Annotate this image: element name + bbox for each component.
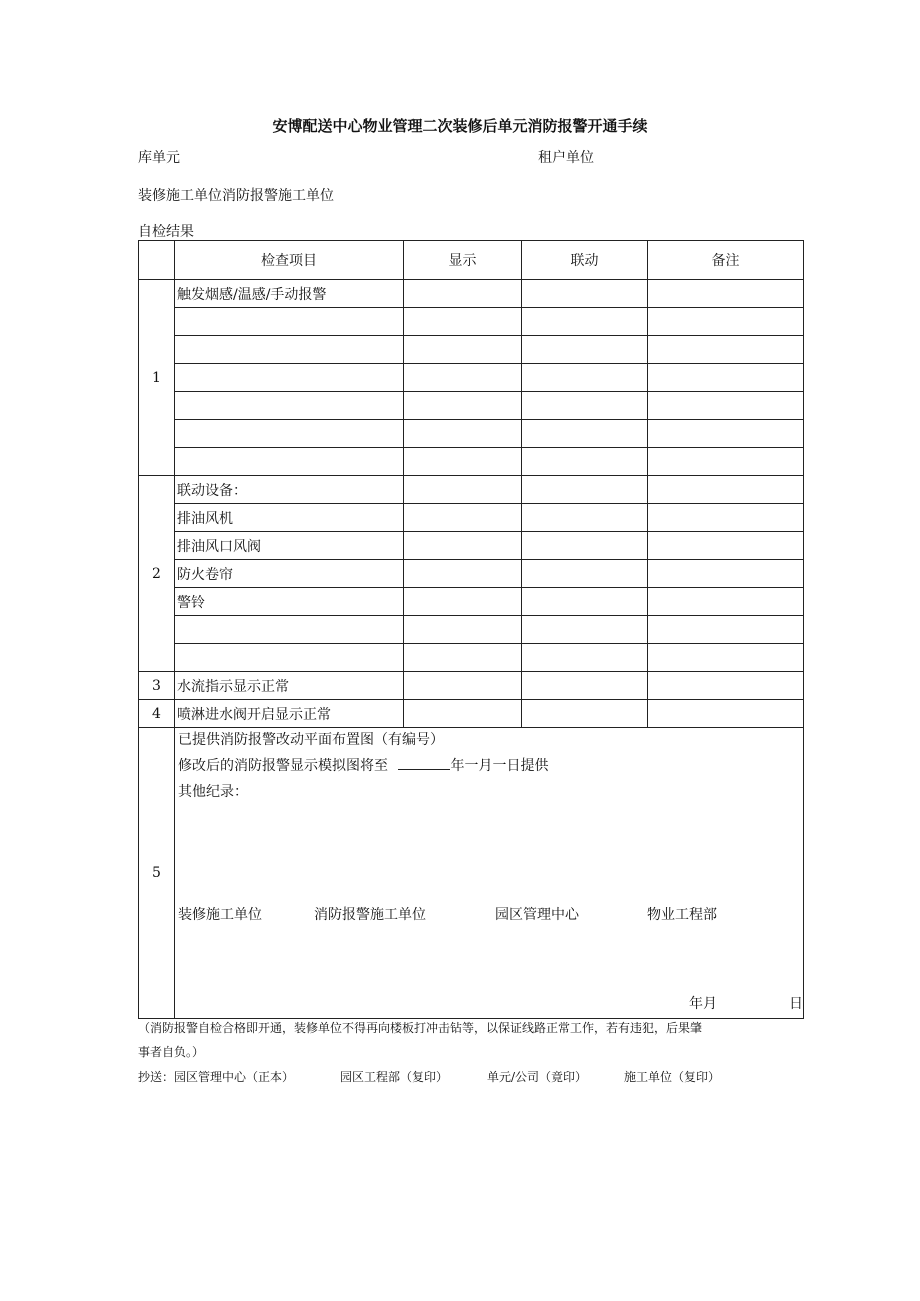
date-blank[interactable] bbox=[398, 757, 450, 770]
contractors-label: 装修施工单位消防报警施工单位 bbox=[138, 188, 334, 204]
linkage-cell[interactable] bbox=[522, 700, 648, 728]
linkage-cell[interactable] bbox=[522, 392, 648, 420]
display-cell[interactable] bbox=[404, 588, 522, 616]
remark-cell[interactable] bbox=[648, 336, 804, 364]
remark-cell[interactable] bbox=[648, 476, 804, 504]
section-number: 2 bbox=[139, 476, 175, 672]
table-row bbox=[139, 560, 804, 588]
column-header: 检查项目 bbox=[175, 241, 404, 280]
check-item: 喷淋进水阀开启显示正常 bbox=[175, 700, 404, 728]
display-cell[interactable] bbox=[404, 420, 522, 448]
disclaimer-line-2: 事者自负。） bbox=[138, 1045, 205, 1059]
remark-cell[interactable] bbox=[648, 392, 804, 420]
display-cell[interactable] bbox=[404, 364, 522, 392]
check-item: 水流指示显示正常 bbox=[175, 672, 404, 700]
section-number: 3 bbox=[139, 672, 175, 700]
remark-cell[interactable] bbox=[648, 364, 804, 392]
cc-item: 单元/公司（竟印） bbox=[487, 1070, 588, 1084]
inspection-table bbox=[138, 240, 804, 1019]
linkage-cell[interactable] bbox=[522, 448, 648, 476]
simulation-note bbox=[178, 755, 548, 775]
display-cell[interactable] bbox=[404, 616, 522, 644]
cc-item: 施工单位（复印） bbox=[624, 1070, 721, 1084]
linkage-cell[interactable] bbox=[522, 560, 648, 588]
check-item: 排油风机 bbox=[175, 504, 404, 532]
simulation-note-suffix: 年一月一日提供 bbox=[450, 758, 549, 774]
table-row bbox=[139, 308, 804, 336]
check-item[interactable] bbox=[175, 448, 404, 476]
check-item: 防火卷帘 bbox=[175, 560, 404, 588]
linkage-cell[interactable] bbox=[522, 672, 648, 700]
column-header: 备注 bbox=[648, 241, 804, 280]
display-cell[interactable] bbox=[404, 280, 522, 308]
remark-cell[interactable] bbox=[648, 616, 804, 644]
table-header-row bbox=[139, 241, 804, 280]
display-cell[interactable] bbox=[404, 504, 522, 532]
section-number: 1 bbox=[139, 280, 175, 476]
table-row bbox=[139, 728, 804, 1019]
display-cell[interactable] bbox=[404, 700, 522, 728]
header-num-cell bbox=[139, 241, 175, 280]
check-item[interactable] bbox=[175, 308, 404, 336]
table-row bbox=[139, 700, 804, 728]
check-item[interactable] bbox=[175, 336, 404, 364]
simulation-note-prefix: 修改后的消防报警显示模拟图将至 bbox=[178, 758, 388, 774]
section-number: 5 bbox=[139, 728, 175, 1019]
check-item: 联动设备： bbox=[175, 476, 404, 504]
table-row bbox=[139, 392, 804, 420]
check-item: 排油风口风阀 bbox=[175, 532, 404, 560]
table-row bbox=[139, 448, 804, 476]
check-item[interactable] bbox=[175, 616, 404, 644]
linkage-cell[interactable] bbox=[522, 644, 648, 672]
table-row bbox=[139, 616, 804, 644]
other-records-label: 其他纪录： bbox=[178, 784, 248, 800]
check-item: 警铃 bbox=[175, 588, 404, 616]
section5-block bbox=[175, 728, 804, 1019]
linkage-cell[interactable] bbox=[522, 588, 648, 616]
linkage-cell[interactable] bbox=[522, 616, 648, 644]
linkage-cell[interactable] bbox=[522, 420, 648, 448]
signature-fire-alarm-contractor: 消防报警施工单位 bbox=[314, 907, 426, 923]
table-row bbox=[139, 420, 804, 448]
table-row bbox=[139, 336, 804, 364]
display-cell[interactable] bbox=[404, 448, 522, 476]
signature-engineering-dept: 物业工程部 bbox=[647, 907, 717, 923]
linkage-cell[interactable] bbox=[522, 504, 648, 532]
display-cell[interactable] bbox=[404, 672, 522, 700]
remark-cell[interactable] bbox=[648, 644, 804, 672]
linkage-cell[interactable] bbox=[522, 336, 648, 364]
table-row bbox=[139, 364, 804, 392]
display-cell[interactable] bbox=[404, 644, 522, 672]
check-item[interactable] bbox=[175, 420, 404, 448]
remark-cell[interactable] bbox=[648, 448, 804, 476]
date-day: 日 bbox=[789, 996, 803, 1012]
check-item[interactable] bbox=[175, 364, 404, 392]
signature-decoration-contractor: 装修施工单位 bbox=[178, 907, 262, 923]
section-number: 4 bbox=[139, 700, 175, 728]
signature-park-management: 园区管理中心 bbox=[495, 907, 579, 923]
disclaimer-line-1: （消防报警自检合格即开通，装修单位不得再向楼板打冲击钻等，以保证线路正常工作，若有违犯，后果肇 bbox=[138, 1021, 703, 1035]
remark-cell[interactable] bbox=[648, 308, 804, 336]
linkage-cell[interactable] bbox=[522, 364, 648, 392]
linkage-cell[interactable] bbox=[522, 476, 648, 504]
remark-cell[interactable] bbox=[648, 532, 804, 560]
tenant-label: 租户单位 bbox=[538, 150, 594, 166]
self-check-label: 自检结果 bbox=[138, 224, 194, 240]
remark-cell[interactable] bbox=[648, 560, 804, 588]
linkage-cell[interactable] bbox=[522, 532, 648, 560]
date-year-month: 年月 bbox=[689, 996, 717, 1012]
display-cell[interactable] bbox=[404, 308, 522, 336]
table-row bbox=[139, 644, 804, 672]
cc-label: 抄送：园区管理中心（正本） bbox=[138, 1070, 295, 1084]
remark-cell[interactable] bbox=[648, 280, 804, 308]
display-cell[interactable] bbox=[404, 336, 522, 364]
display-cell[interactable] bbox=[404, 532, 522, 560]
table-row bbox=[139, 476, 804, 504]
remark-cell[interactable] bbox=[648, 504, 804, 532]
table-row bbox=[139, 588, 804, 616]
remark-cell[interactable] bbox=[648, 588, 804, 616]
linkage-cell[interactable] bbox=[522, 308, 648, 336]
linkage-cell[interactable] bbox=[522, 280, 648, 308]
display-cell[interactable] bbox=[404, 476, 522, 504]
table-row bbox=[139, 280, 804, 308]
cc-item: 园区工程部（复印） bbox=[340, 1070, 449, 1084]
display-cell[interactable] bbox=[404, 560, 522, 588]
page-title: 安博配送中心物业管理二次装修后单元消防报警开通手续 bbox=[272, 117, 648, 135]
table-row bbox=[139, 532, 804, 560]
table-row bbox=[139, 504, 804, 532]
remark-cell[interactable] bbox=[648, 672, 804, 700]
remark-cell[interactable] bbox=[648, 420, 804, 448]
check-item: 触发烟感/温感/手动报警 bbox=[175, 280, 404, 308]
column-header: 显示 bbox=[404, 241, 522, 280]
layout-plan-note: 已提供消防报警改动平面布置图（有编号） bbox=[178, 732, 444, 748]
table-row bbox=[139, 672, 804, 700]
column-header: 联动 bbox=[522, 241, 648, 280]
unit-label: 库单元 bbox=[138, 150, 180, 166]
display-cell[interactable] bbox=[404, 392, 522, 420]
check-item[interactable] bbox=[175, 392, 404, 420]
check-item[interactable] bbox=[175, 644, 404, 672]
remark-cell[interactable] bbox=[648, 700, 804, 728]
